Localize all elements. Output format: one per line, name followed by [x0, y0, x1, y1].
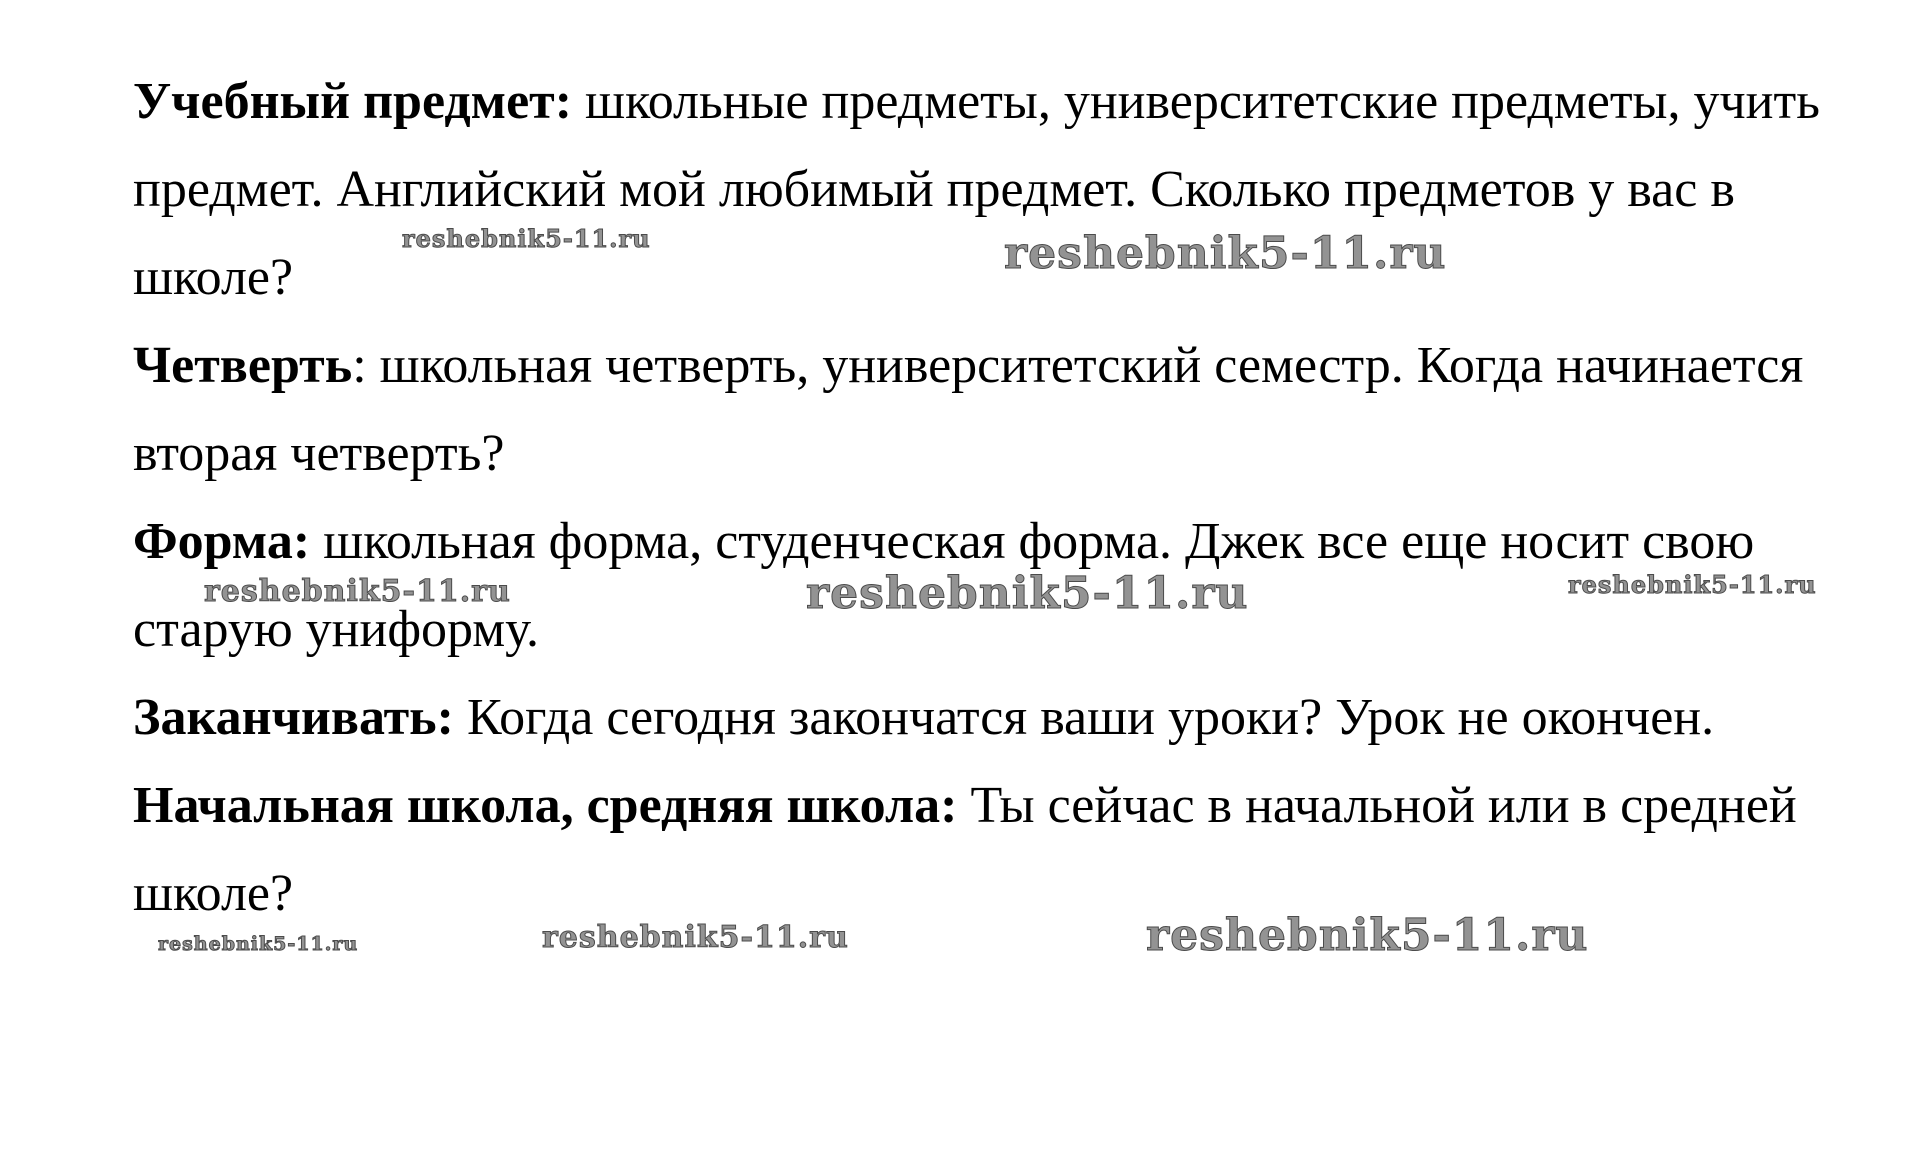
- entry-term: Форма:: [133, 513, 311, 570]
- watermark: reshebnik5-11.ru: [158, 933, 359, 955]
- entry-text: школьная форма, студенческая форма. Джек все еще носит свою старую униформу.: [133, 513, 1755, 658]
- entry-text: Ты сейчас в начальной или в средней школе?: [133, 777, 1797, 922]
- entry-text: Когда сегодня закончатся ваши уроки? Урок не окончен.: [453, 689, 1715, 746]
- vocabulary-entry-school: [133, 762, 1853, 938]
- entry-term: Начальная школа, средняя школа:: [133, 777, 958, 834]
- vocabulary-list: [133, 58, 1853, 938]
- entry-term: Четверть: [133, 337, 353, 394]
- watermark: reshebnik5-11.ru: [204, 574, 511, 609]
- watermark: reshebnik5-11.ru: [402, 224, 651, 253]
- entry-term: Заканчивать:: [133, 689, 454, 746]
- entry-text: школьные предметы, университетские предметы, учить предмет. Английский мой любимый предмет. Сколько предметов у вас в школе?: [133, 73, 1820, 306]
- vocabulary-entry-finish: [133, 674, 1853, 762]
- watermark: reshebnik5-11.ru: [1568, 570, 1817, 599]
- watermark: reshebnik5-11.ru: [1146, 910, 1589, 961]
- watermark: reshebnik5-11.ru: [1004, 228, 1447, 279]
- vocabulary-entry-subject: [133, 58, 1853, 322]
- watermark: reshebnik5-11.ru: [806, 568, 1249, 619]
- entry-text: : школьная четверть, университетский семестр. Когда начинается вторая четверть?: [133, 337, 1804, 482]
- entry-term: Учебный предмет:: [133, 73, 573, 130]
- watermark: reshebnik5-11.ru: [542, 920, 849, 955]
- vocabulary-entry-term: [133, 322, 1853, 498]
